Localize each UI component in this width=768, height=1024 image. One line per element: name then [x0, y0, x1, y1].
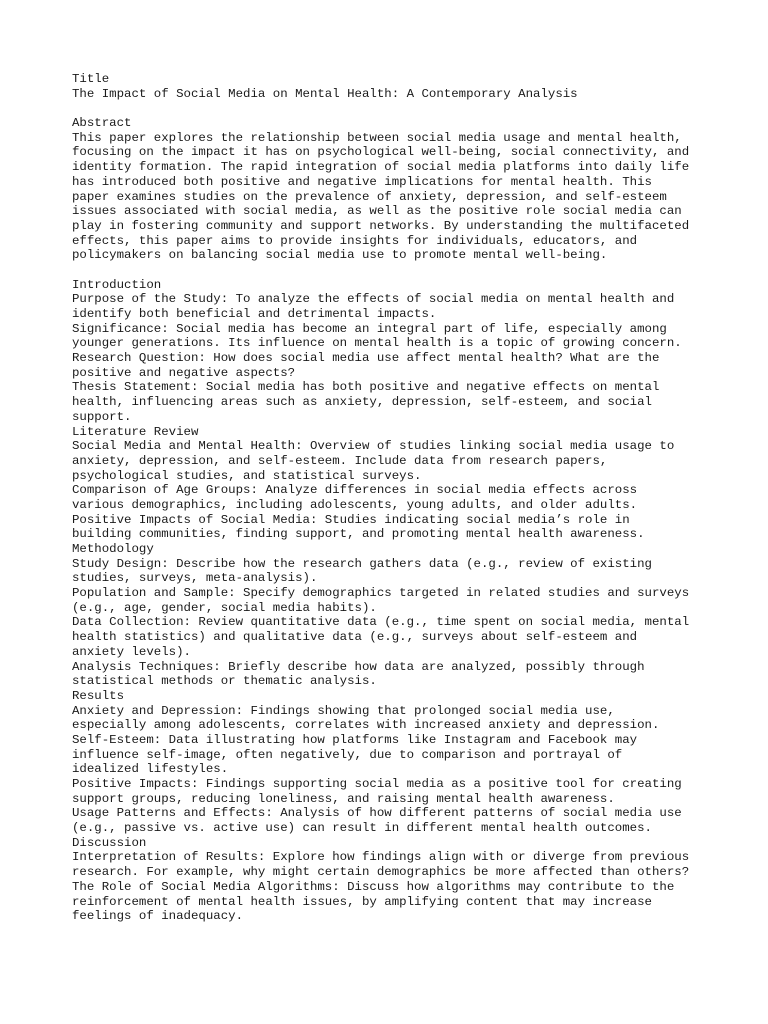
results-line: idealized lifestyles.	[72, 762, 229, 777]
results-line: support groups, reducing loneliness, and raising mental health awareness.	[72, 791, 615, 806]
literature-review-line: Social Media and Mental Health: Overview of studies linking social media usage to	[72, 439, 675, 454]
methodology-line: Study Design: Describe how the research gathers data (e.g., review of existing	[72, 556, 652, 571]
introduction-section	[72, 278, 712, 425]
introduction-line: identify both beneficial and detrimental impacts.	[72, 307, 437, 321]
methodology-line: statistical methods or thematic analysis.	[72, 674, 377, 689]
introduction-line: younger generations. Its influence on mental health is a topic of growing concern.	[72, 336, 682, 351]
introduction-line: Thesis Statement: Social media has both positive and negative effects on mental	[72, 380, 660, 395]
spacer	[72, 263, 712, 278]
introduction-line: Significance: Social media has become an integral part of life, especially among	[72, 321, 667, 336]
introduction-line: support.	[72, 409, 132, 424]
spacer	[72, 101, 712, 116]
discussion-line: research. For example, why might certain demographics be more affected than others?	[72, 865, 690, 880]
abstract-line: effects, this paper aims to provide insights for individuals, educators, and	[72, 233, 638, 248]
section-heading-discussion: Discussion	[72, 835, 147, 850]
section-heading-literature-review: Literature Review	[72, 424, 199, 439]
discussion-line: reinforcement of mental health issues, by amplifying content that may increase	[72, 894, 652, 909]
results-line: Self-Esteem: Data illustrating how platforms like Instagram and Facebook may	[72, 732, 638, 747]
introduction-line: Research Question: How does social media use affect mental health? What are the	[72, 351, 660, 366]
section-heading-results: Results	[72, 688, 125, 703]
abstract-line: has introduced both positive and negative implications for mental health. This	[72, 174, 652, 189]
discussion-section	[72, 836, 712, 924]
title-section	[72, 72, 712, 101]
section-heading-introduction: Introduction	[72, 277, 162, 292]
abstract-line: identity formation. The rapid integration of social media platforms into daily life	[72, 160, 690, 175]
methodology-line: Data Collection: Review quantitative data (e.g., time spent on social media, mental	[72, 615, 690, 630]
introduction-line: positive and negative aspects?	[72, 365, 296, 380]
abstract-section	[72, 116, 712, 263]
document-body	[72, 72, 712, 924]
discussion-line: The Role of Social Media Algorithms: Discuss how algorithms may contribute to the	[72, 879, 675, 894]
results-line: Positive Impacts: Findings supporting social media as a positive tool for creating	[72, 777, 682, 791]
abstract-line: policymakers on balancing social media use to promote mental well-being.	[72, 248, 608, 263]
literature-review-line: various demographics, including adolescents, young adults, and older adults.	[72, 497, 638, 512]
methodology-line: studies, surveys, meta-analysis).	[72, 571, 318, 586]
literature-review-line: Positive Impacts of Social Media: Studies indicating social media’s role in	[72, 512, 630, 527]
introduction-line: Purpose of the Study: To analyze the effects of social media on mental health and	[72, 292, 675, 307]
introduction-line: health, influencing areas such as anxiety, depression, self-esteem, and social	[72, 395, 652, 410]
results-line: Usage Patterns and Effects: Analysis of how different patterns of social media use	[72, 806, 682, 821]
abstract-line: This paper explores the relationship between social media usage and mental health,	[72, 130, 682, 145]
results-line: (e.g., passive vs. active use) can result in different mental health outcomes.	[72, 821, 652, 836]
abstract-line: issues associated with social media, as well as the positive role social media can	[72, 204, 682, 219]
discussion-line: feelings of inadequacy.	[72, 909, 244, 924]
methodology-section	[72, 542, 712, 689]
literature-review-line: anxiety, depression, and self-esteem. Include data from research papers,	[72, 453, 608, 468]
literature-review-line: Comparison of Age Groups: Analyze differences in social media effects across	[72, 483, 638, 498]
paper-title: The Impact of Social Media on Mental Health: A Contemporary Analysis	[72, 86, 578, 101]
section-heading-abstract: Abstract	[72, 116, 132, 131]
abstract-line: focusing on the impact it has on psychological well-being, social connectivity, and	[72, 145, 690, 160]
methodology-line: Population and Sample: Specify demographics targeted in related studies and surveys	[72, 586, 690, 601]
methodology-line: (e.g., age, gender, social media habits).	[72, 600, 377, 615]
discussion-line: Interpretation of Results: Explore how findings align with or diverge from previous	[72, 850, 690, 865]
literature-review-line: building communities, finding support, and promoting mental health awareness.	[72, 527, 645, 542]
results-line: influence self-image, often negatively, due to comparison and portrayal of	[72, 747, 623, 762]
literature-review-line: psychological studies, and statistical surveys.	[72, 468, 422, 483]
abstract-line: paper examines studies on the prevalence of anxiety, depression, and self-esteem	[72, 189, 667, 204]
abstract-line: play in fostering community and support networks. By understanding the multifaceted	[72, 218, 690, 233]
methodology-line: Analysis Techniques: Briefly describe how data are analyzed, possibly through	[72, 659, 645, 674]
literature-review-section	[72, 425, 712, 543]
title-heading: Title	[72, 72, 110, 86]
results-line: especially among adolescents, correlates with increased anxiety and depression.	[72, 718, 660, 733]
section-heading-methodology: Methodology	[72, 542, 154, 556]
methodology-line: anxiety levels).	[72, 644, 191, 659]
results-line: Anxiety and Depression: Findings showing that prolonged social media use,	[72, 703, 615, 718]
results-section	[72, 689, 712, 836]
methodology-line: health statistics) and qualitative data (e.g., surveys about self-esteem and	[72, 630, 638, 645]
